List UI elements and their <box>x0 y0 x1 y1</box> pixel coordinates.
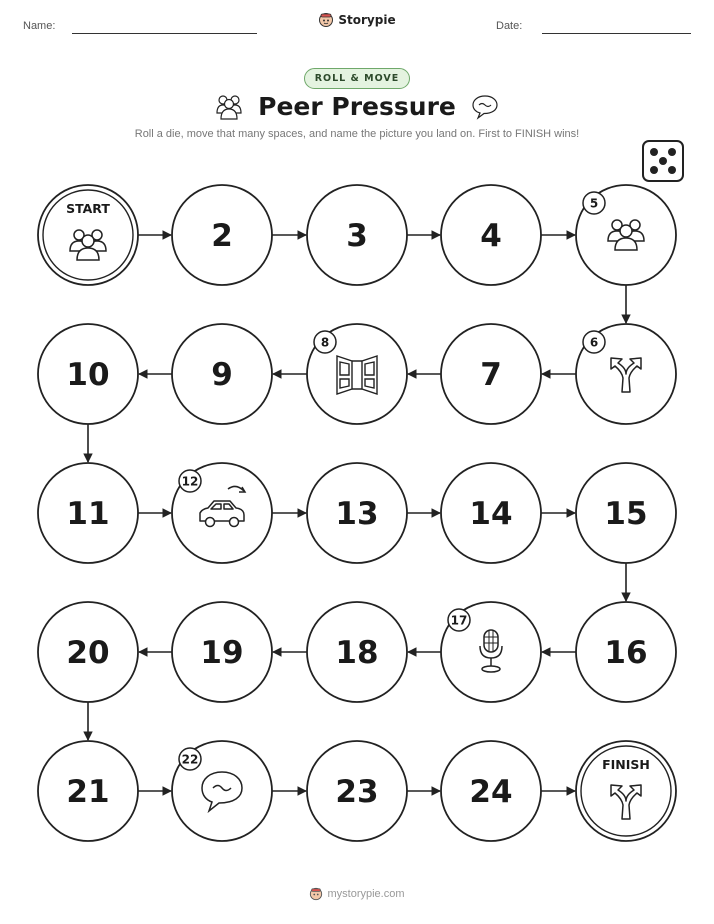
space-number: 15 <box>604 496 648 532</box>
roll-move-badge: ROLL & MOVE <box>304 68 411 89</box>
instructions: Roll a die, move that many spaces, and name the picture you land on. First to FINISH wins! <box>134 128 580 140</box>
space-number: 9 <box>211 357 233 393</box>
space-number: 7 <box>480 357 502 393</box>
board-space-22[interactable] <box>172 741 272 841</box>
board-space-5[interactable] <box>576 185 676 285</box>
board-space-13[interactable] <box>307 463 407 563</box>
finish-label: FINISH <box>602 757 650 772</box>
board-space-14[interactable] <box>441 463 541 563</box>
brand-name: Storypie <box>338 13 396 27</box>
footer <box>0 886 714 905</box>
board-space-2[interactable] <box>172 185 272 285</box>
svg-text:17: 17 <box>450 613 468 628</box>
space-number: 21 <box>66 774 110 810</box>
svg-text:12: 12 <box>181 474 199 489</box>
board-space-3[interactable] <box>307 185 407 285</box>
space-number: 10 <box>66 357 110 393</box>
date-label: Date: <box>496 20 523 32</box>
space-number: 16 <box>604 635 648 671</box>
space-number-badge <box>583 331 605 353</box>
space-number-badge <box>583 192 605 214</box>
svg-text:5: 5 <box>589 196 599 211</box>
space-number: 3 <box>346 218 368 254</box>
board-space-21[interactable] <box>38 741 138 841</box>
page-title: Peer Pressure <box>258 92 456 121</box>
footer-url[interactable]: mystorypie.com <box>327 888 405 900</box>
space-number-badge <box>448 609 470 631</box>
space-number: 24 <box>469 774 513 810</box>
space-number: 23 <box>335 774 379 810</box>
board-space-24[interactable] <box>441 741 541 841</box>
name-label: Name: <box>23 20 56 32</box>
board-space-6[interactable] <box>576 324 676 424</box>
board-space-15[interactable] <box>576 463 676 563</box>
svg-text:6: 6 <box>589 335 599 350</box>
board-space-8[interactable] <box>307 324 407 424</box>
space-number-badge <box>179 748 201 770</box>
svg-text:8: 8 <box>320 335 330 350</box>
svg-text:22: 22 <box>181 752 199 767</box>
board-space-20[interactable] <box>38 602 138 702</box>
board-space-16[interactable] <box>576 602 676 702</box>
storypie-mascot-icon <box>309 887 323 901</box>
space-number: 13 <box>335 496 379 532</box>
space-number-badge <box>314 331 336 353</box>
space-number: 4 <box>480 218 502 254</box>
board-space-23[interactable] <box>307 741 407 841</box>
board-space-4[interactable] <box>441 185 541 285</box>
board-space-19[interactable] <box>172 602 272 702</box>
board-space-10[interactable] <box>38 324 138 424</box>
board-space-12[interactable] <box>172 463 272 563</box>
board-space-9[interactable] <box>172 324 272 424</box>
board-space-11[interactable] <box>38 463 138 563</box>
start-label: START <box>66 201 110 216</box>
space-number: 2 <box>211 218 233 254</box>
board-space-17[interactable] <box>441 602 541 702</box>
space-number: 19 <box>200 635 244 671</box>
space-number-badge <box>179 470 201 492</box>
space-number: 14 <box>469 496 513 532</box>
board-space-25[interactable] <box>576 741 676 841</box>
space-number: 11 <box>66 496 110 532</box>
space-number: 18 <box>335 635 379 671</box>
board-space-1[interactable] <box>38 185 138 285</box>
board-space-18[interactable] <box>307 602 407 702</box>
board-space-7[interactable] <box>441 324 541 424</box>
space-number: 20 <box>66 635 110 671</box>
